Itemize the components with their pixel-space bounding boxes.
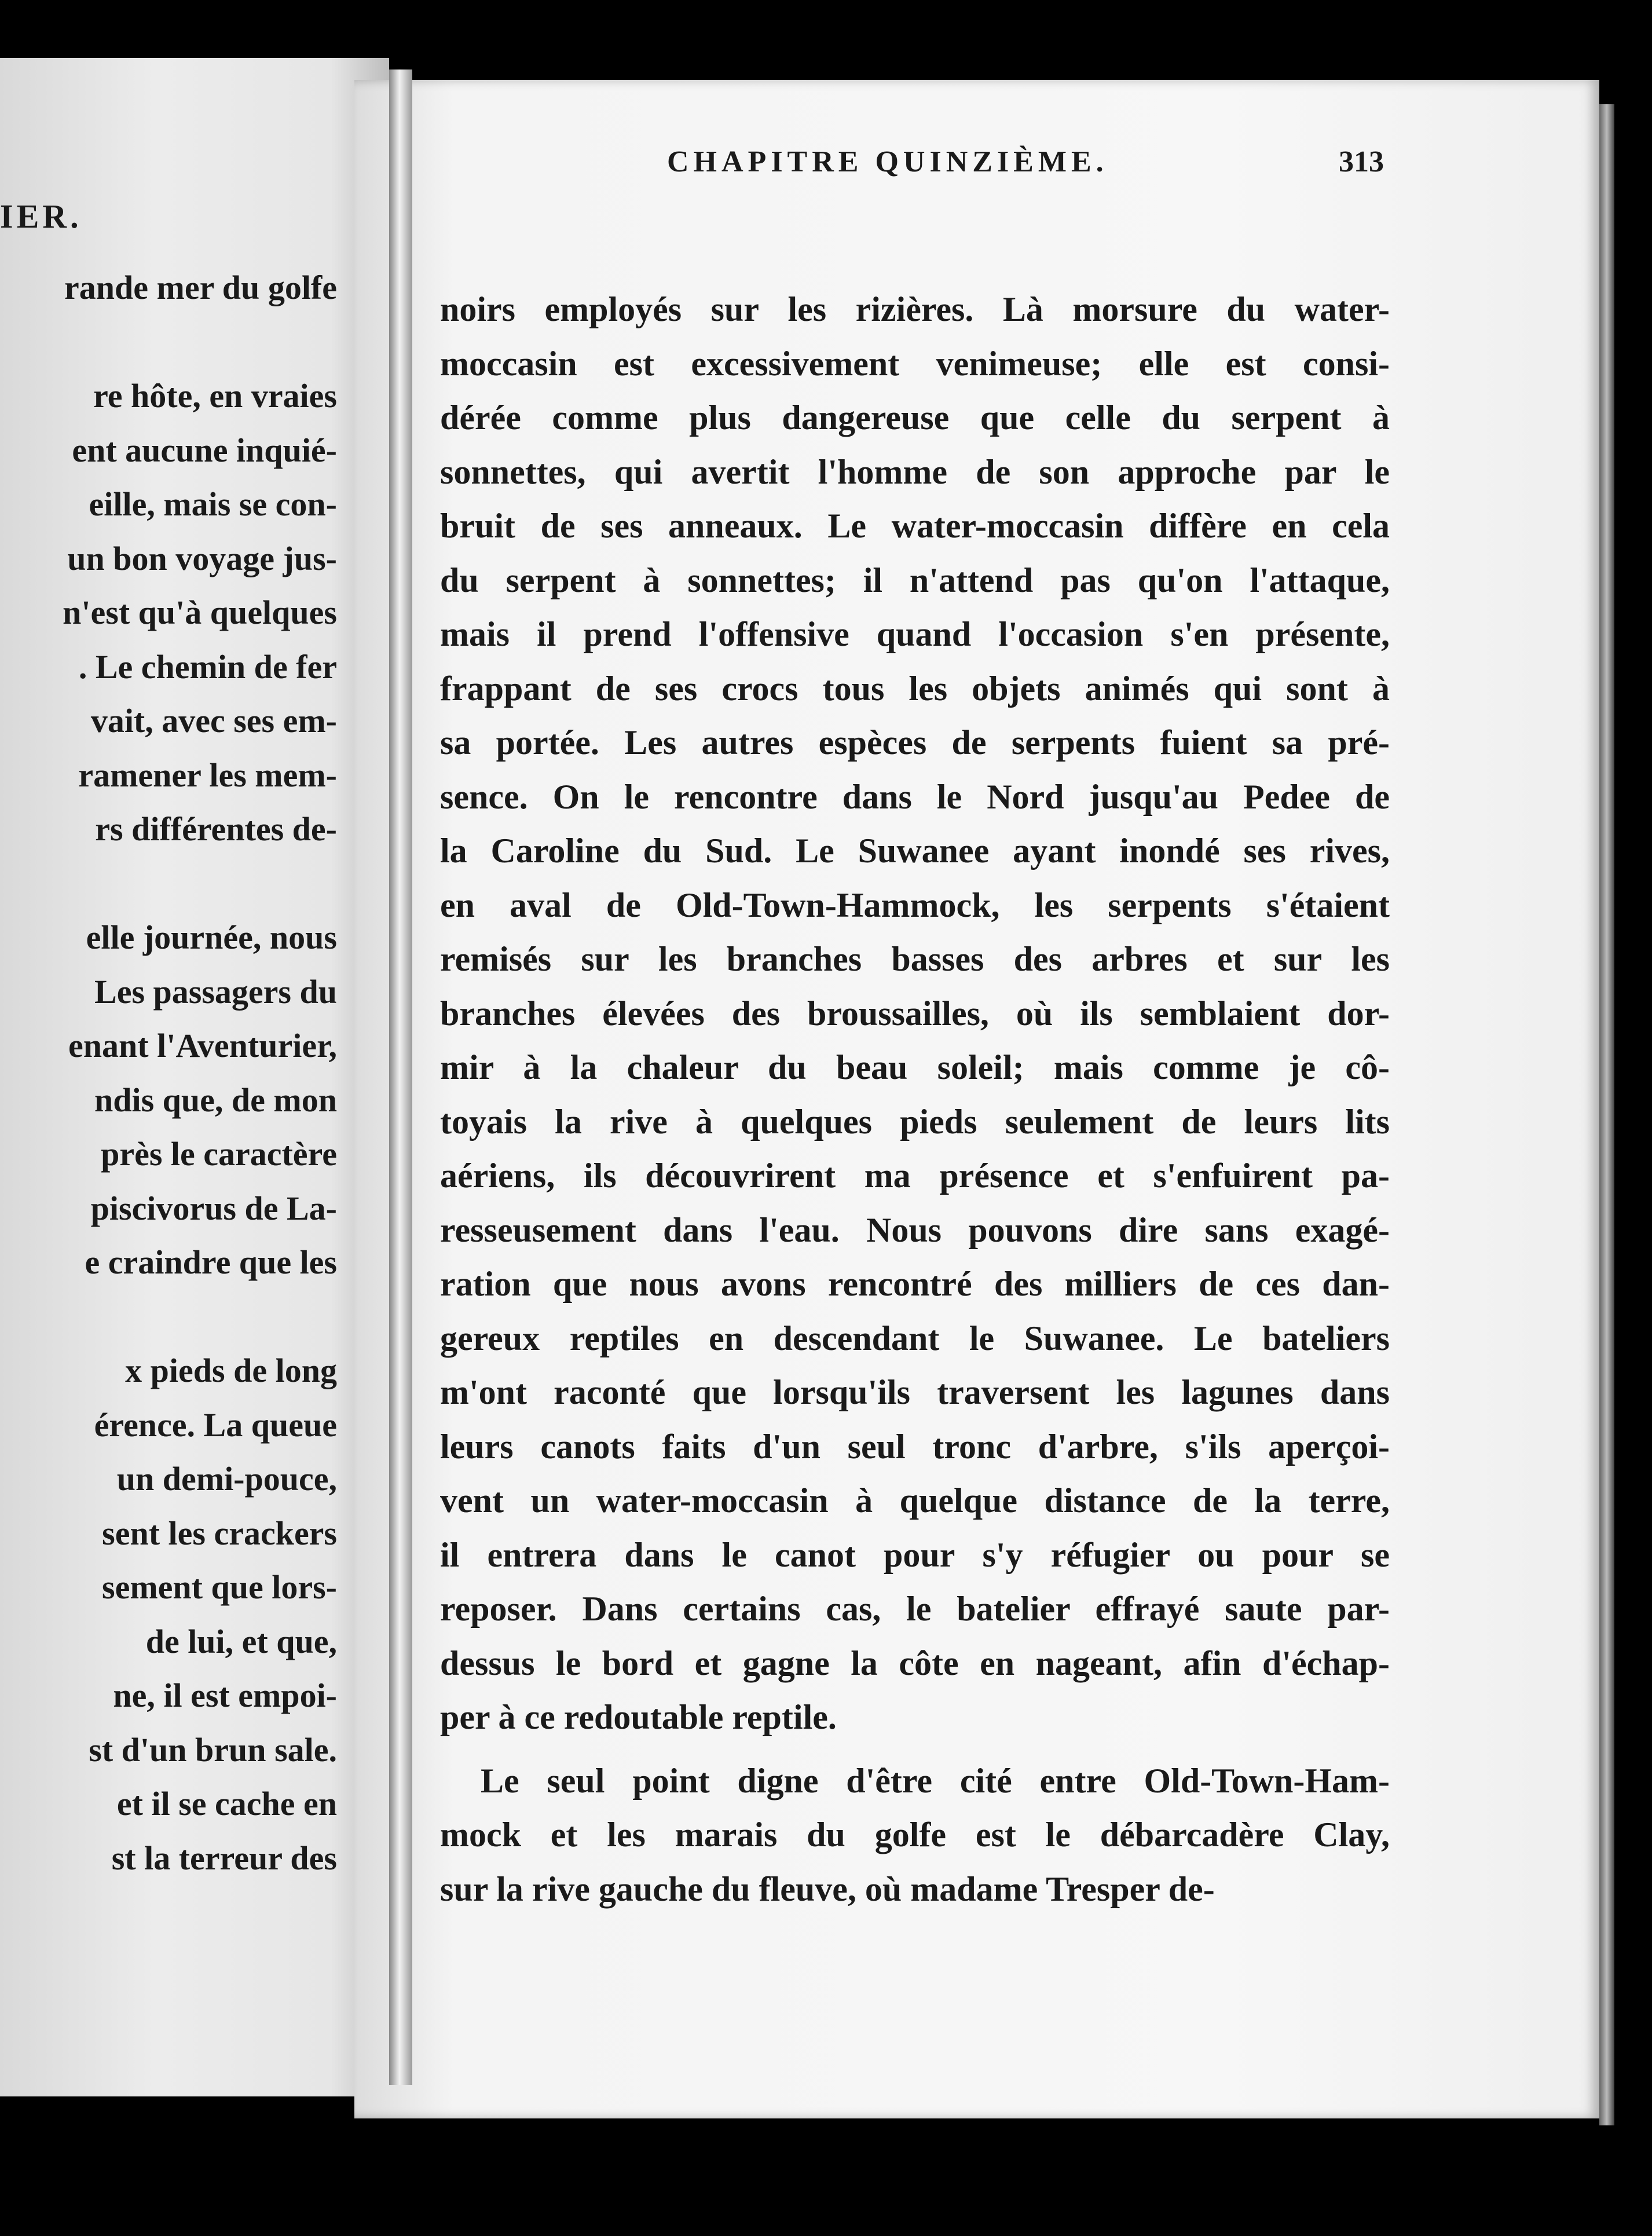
text-line: toyais la rive à quelques pieds seulement de leurs lits (440, 1102, 1390, 1141)
left-text-line: . Le chemin de fer (78, 647, 337, 686)
text-line: leurs canots faits d'un seul tronc d'arbre, s'ils aperçoi- (440, 1427, 1390, 1466)
text-line: per à ce redoutable reptile. (440, 1698, 837, 1736)
text-line: sa portée. Les autres espèces de serpents fuient sa pré- (440, 723, 1390, 762)
text-line: moccasin est excessivement venimeuse; elle est consi- (440, 344, 1390, 383)
text-line: sur la rive gauche du fleuve, où madame Tresper de- (440, 1869, 1215, 1908)
left-text-line: elle journée, nous (86, 918, 337, 956)
text-line: remisés sur les branches basses des arbres et sur les (440, 940, 1390, 978)
text-line: dérée comme plus dangereuse que celle du serpent à (440, 398, 1390, 437)
paragraph-2 (440, 1754, 1390, 1917)
left-text-line: ndis que, de mon (94, 1081, 337, 1119)
text-line: ration que nous avons rencontré des milliers de ces dan- (440, 1265, 1390, 1303)
text-line: mock et les marais du golfe est le débarcadère Clay, (440, 1816, 1390, 1854)
left-text-line: enant l'Aventurier, (68, 1027, 337, 1064)
left-text-line: Les passagers du (94, 972, 337, 1011)
left-text-line (0, 857, 337, 911)
text-line: sence. On le rencontre dans le Nord jusqu'au Pedee de (440, 777, 1390, 816)
left-text-line: un demi-pouce, (116, 1460, 337, 1498)
left-text-line: st d'un brun sale. (89, 1730, 337, 1769)
page-number: 313 (1339, 145, 1384, 178)
text-line: bruit de ses anneaux. Le water-moccasin diffère en cela (440, 507, 1390, 545)
previous-page (0, 58, 389, 2096)
left-text-line (0, 1290, 337, 1344)
left-text-line: e craindre que les (85, 1243, 337, 1281)
chapter-title: CHAPITRE QUINZIÈME. (667, 145, 1108, 178)
page-header (354, 145, 1599, 191)
paragraph-1 (440, 283, 1390, 1745)
left-page-text (0, 261, 337, 1885)
text-line: vent un water-moccasin à quelque distance de la terre, (440, 1481, 1390, 1520)
left-text-line: un bon voyage jus- (67, 539, 337, 577)
text-line: resseusement dans l'eau. Nous pouvons dire sans exagé- (440, 1210, 1390, 1249)
left-text-line: ramener les mem- (78, 756, 337, 794)
left-text-line: rande mer du golfe (64, 269, 337, 306)
text-line: m'ont raconté que lorsqu'ils traversent les lagunes dans (440, 1373, 1390, 1411)
text-line: noirs employés sur les rizières. Là morsure du water- (440, 290, 1390, 328)
left-text-line: x pieds de long (125, 1352, 337, 1389)
left-text-line (0, 315, 337, 369)
text-line: la Caroline du Sud. Le Suwanee ayant inondé ses rives, (440, 832, 1390, 870)
text-line: reposer. Dans certains cas, le batelier effrayé saute par- (440, 1590, 1390, 1628)
text-line: aériens, ils découvrirent ma présence et s'enfuirent pa- (440, 1157, 1390, 1195)
left-text-line: ent aucune inquié- (72, 431, 337, 469)
text-line: sonnettes, qui avertit l'homme de son approche par le (440, 452, 1390, 491)
left-text-line: piscivorus de La- (90, 1189, 337, 1227)
text-line: du serpent à sonnettes; il n'attend pas qu'on l'attaque, (440, 561, 1390, 599)
left-text-line: érence. La queue (94, 1406, 337, 1444)
left-text-line: ne, il est empoi- (113, 1677, 337, 1714)
left-text-line: et il se cache en (116, 1785, 337, 1823)
left-text-line: vait, avec ses em- (90, 702, 337, 740)
text-line: en aval de Old-Town-Hammock, les serpents s'étaient (440, 885, 1390, 924)
left-text-line: n'est qu'à quelques (63, 594, 337, 631)
page-edge (1599, 104, 1614, 2125)
left-text-line: re hôte, en vraies (93, 377, 337, 415)
left-text-line: de lui, et que, (145, 1622, 337, 1660)
left-text-line: rs différentes de- (95, 810, 337, 848)
left-text-line: sent les crackers (102, 1514, 337, 1552)
text-line: mir à la chaleur du beau soleil; mais comme je cô- (440, 1048, 1390, 1086)
left-text-line: près le caractère (101, 1135, 337, 1173)
text-line: gereux reptiles en descendant le Suwanee. Le bateliers (440, 1319, 1390, 1357)
text-line: branches élevées des broussailles, où ils semblaient dor- (440, 994, 1390, 1033)
text-line: il entrera dans le canot pour s'y réfugier ou pour se (440, 1535, 1390, 1574)
text-line: dessus le bord et gagne la côte en nageant, afin d'échap- (440, 1644, 1390, 1682)
text-line: Le seul point digne d'être cité entre Old-Town-Ham- (481, 1761, 1390, 1800)
left-text-line: st la terreur des (111, 1839, 337, 1877)
book-gutter (389, 69, 412, 2085)
text-line: mais il prend l'offensive quand l'occasion s'en présente, (440, 615, 1390, 653)
running-head-left: IER. (0, 197, 82, 235)
text-line: frappant de ses crocs tous les objets animés qui sont à (440, 669, 1390, 708)
left-text-line: sement que lors- (102, 1568, 337, 1606)
body-text (440, 283, 1390, 1916)
left-text-line: eille, mais se con- (89, 485, 337, 523)
